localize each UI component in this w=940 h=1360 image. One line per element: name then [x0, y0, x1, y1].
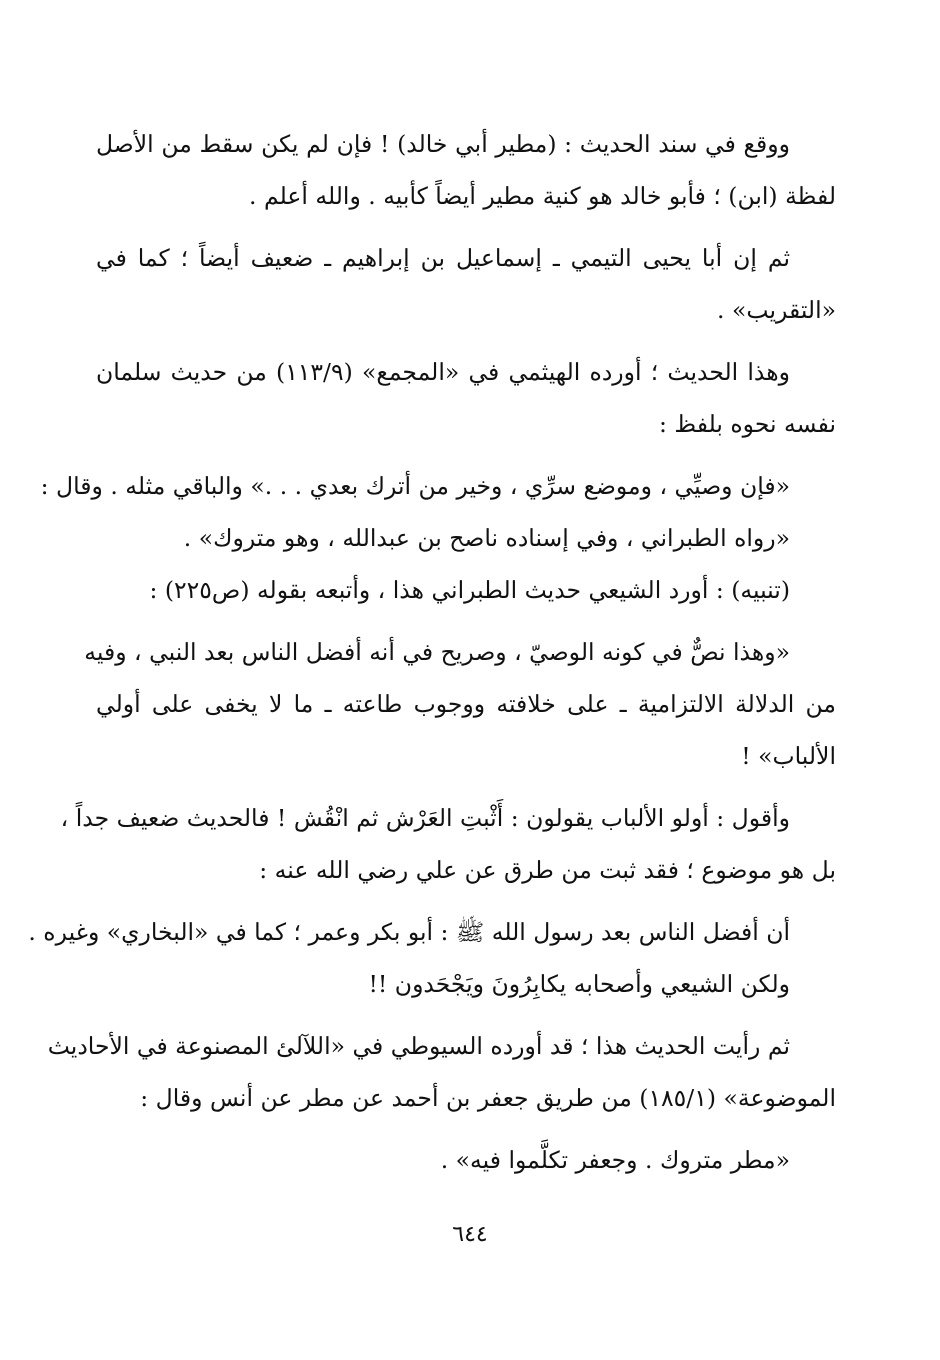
text-line: من الدلالة الالتزامية ـ على خلافته ووجوب طاعته ـ ما لا يخفى على أولي — [96, 690, 836, 718]
text-line: «مطر متروك . وجعفر تكلَّموا فيه» . — [440, 1146, 790, 1174]
text-line: الموضوعة» (١٨٥/١) من طريق جعفر بن أحمد عن مطر عن أنس وقال : — [140, 1084, 836, 1112]
text-line: ثم إن أبا يحيى التيمي ـ إسماعيل بن إبراهيم ـ ضعيف أيضاً ؛ كما في — [96, 244, 790, 272]
text-line: نفسه نحوه بلفظ : — [659, 410, 836, 438]
note-tanbih — [96, 564, 836, 616]
quote-shii-claim — [84, 626, 836, 782]
paragraph-denial — [96, 958, 836, 1010]
quote-wasiyy — [40, 460, 836, 512]
paragraph-mutir-chain — [96, 118, 836, 222]
text-line: «رواه الطبراني ، وفي إسناده ناصح بن عبدالله ، وهو متروك» . — [183, 524, 790, 552]
paragraph-suyuti — [47, 1020, 836, 1124]
text-line: بل هو موضوع ؛ فقد ثبت من طرق عن علي رضي الله عنه : — [259, 856, 836, 884]
text-line: أن أفضل الناس بعد رسول الله ﷺ : أبو بكر وعمر ؛ كما في «البخاري» وغيره . — [28, 918, 790, 946]
text-line: ثم رأيت الحديث هذا ؛ قد أورده السيوطي في «اللآلئ المصنوعة في الأحاديث — [47, 1032, 790, 1060]
page-number: ٦٤٤ — [452, 1222, 488, 1247]
paragraph-haythami — [96, 346, 836, 450]
text-line: لفظة (ابن) ؛ فأبو خالد هو كنية مطير أيضاً كأبيه . والله أعلم . — [249, 182, 836, 210]
quote-matar — [96, 1134, 836, 1186]
text-line: «التقريب» . — [717, 296, 836, 324]
text-line: ولكن الشيعي وأصحابه يكابِرُونَ ويَجْحَدون !! — [368, 970, 790, 998]
text-line: «فإن وصيِّي ، وموضع سرِّي ، وخير من أترك بعدي . . .» والباقي مثله . وقال : — [40, 472, 790, 500]
paragraph-response — [60, 792, 836, 896]
text-line: وهذا الحديث ؛ أورده الهيثمي في «المجمع» (١١٣/٩) من حديث سلمان — [96, 358, 790, 386]
text-line: وأقول : أولو الألباب يقولون : أَثْبتِ العَرْش ثم انْقُش ! فالحديث ضعيف جداً ، — [60, 804, 790, 832]
text-line: (تنبيه) : أورد الشيعي حديث الطبراني هذا ، وأتبعه بقوله (ص٢٢٥) : — [149, 576, 790, 604]
paragraph-best-people — [28, 906, 836, 958]
text-line: ووقع في سند الحديث : (مطير أبي خالد) ! فإن لم يكن سقط من الأصل — [96, 130, 790, 158]
text-line: الألباب» ! — [741, 742, 836, 770]
quote-tabarani-note — [96, 512, 836, 564]
paragraph-abu-yahya — [96, 232, 836, 336]
document-body — [28, 118, 836, 1186]
text-line: «وهذا نصٌّ في كونه الوصيّ ، وصريح في أنه أفضل الناس بعد النبي ، وفيه — [84, 638, 790, 666]
